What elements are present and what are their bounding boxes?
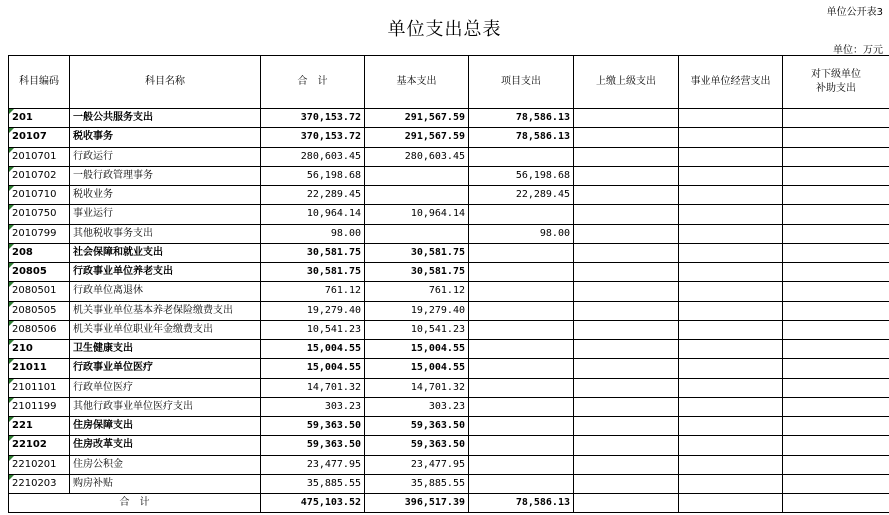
row-total: 30,581.75 [261, 263, 365, 282]
row-upper [574, 397, 679, 416]
row-total: 10,541.23 [261, 320, 365, 339]
row-code: 22102 [9, 436, 70, 455]
row-upper [574, 147, 679, 166]
row-project [469, 474, 574, 493]
row-code: 2210201 [9, 455, 70, 474]
row-project [469, 455, 574, 474]
row-code: 2010702 [9, 166, 70, 185]
row-upper [574, 301, 679, 320]
row-total: 761.12 [261, 282, 365, 301]
table-row [9, 147, 889, 166]
row-basic: 59,363.50 [365, 436, 469, 455]
header-business: 事业单位经营支出 [679, 56, 783, 109]
table-row [9, 282, 889, 301]
header-row [9, 56, 889, 109]
row-code: 2010701 [9, 147, 70, 166]
row-name: 其他行政事业单位医疗支出 [70, 397, 261, 416]
row-total: 98.00 [261, 224, 365, 243]
row-code: 2010750 [9, 205, 70, 224]
row-code: 2210203 [9, 474, 70, 493]
row-upper [574, 205, 679, 224]
row-upper [574, 474, 679, 493]
row-business [679, 224, 783, 243]
row-subsidy [783, 205, 889, 224]
row-basic: 291,567.59 [365, 128, 469, 147]
page-title: 单位支出总表 [387, 19, 502, 40]
table-row [9, 436, 889, 455]
row-upper [574, 109, 679, 128]
table-row [9, 166, 889, 185]
row-basic: 30,581.75 [365, 243, 469, 262]
row-project [469, 417, 574, 436]
row-subsidy [783, 224, 889, 243]
row-project [469, 205, 574, 224]
header-code: 科目编码 [9, 56, 70, 109]
row-subsidy [783, 340, 889, 359]
row-basic: 291,567.59 [365, 109, 469, 128]
table-row [9, 186, 889, 205]
row-business [679, 282, 783, 301]
row-basic: 14,701.32 [365, 378, 469, 397]
table-row [9, 455, 889, 474]
row-project [469, 378, 574, 397]
row-name: 住房公积金 [70, 455, 261, 474]
row-name: 社会保障和就业支出 [70, 243, 261, 262]
row-name: 事业运行 [70, 205, 261, 224]
row-name: 住房改革支出 [70, 436, 261, 455]
total-business [679, 494, 783, 513]
row-subsidy [783, 417, 889, 436]
row-total: 30,581.75 [261, 243, 365, 262]
row-total: 15,004.55 [261, 359, 365, 378]
row-upper [574, 166, 679, 185]
row-total: 56,198.68 [261, 166, 365, 185]
row-upper [574, 128, 679, 147]
row-name: 行政单位医疗 [70, 378, 261, 397]
row-name: 机关事业单位职业年金缴费支出 [70, 320, 261, 339]
row-basic: 59,363.50 [365, 417, 469, 436]
row-total: 10,964.14 [261, 205, 365, 224]
row-project [469, 397, 574, 416]
row-project [469, 282, 574, 301]
row-code: 210 [9, 340, 70, 359]
row-name: 其他税收事务支出 [70, 224, 261, 243]
row-project: 22,289.45 [469, 186, 574, 205]
row-name: 行政事业单位医疗 [70, 359, 261, 378]
row-project [469, 320, 574, 339]
row-total: 370,153.72 [261, 109, 365, 128]
row-total: 370,153.72 [261, 128, 365, 147]
row-name: 一般行政管理事务 [70, 166, 261, 185]
row-subsidy [783, 282, 889, 301]
row-project: 78,586.13 [469, 109, 574, 128]
table-body [9, 109, 889, 513]
row-business [679, 109, 783, 128]
row-name: 住房保障支出 [70, 417, 261, 436]
row-upper [574, 224, 679, 243]
row-subsidy [783, 109, 889, 128]
row-name: 一般公共服务支出 [70, 109, 261, 128]
row-subsidy [783, 147, 889, 166]
row-upper [574, 320, 679, 339]
row-subsidy [783, 128, 889, 147]
row-business [679, 186, 783, 205]
row-project [469, 147, 574, 166]
row-business [679, 340, 783, 359]
row-business [679, 359, 783, 378]
row-code: 2080501 [9, 282, 70, 301]
row-business [679, 205, 783, 224]
row-total: 303.23 [261, 397, 365, 416]
row-total: 35,885.55 [261, 474, 365, 493]
row-code: 2101199 [9, 397, 70, 416]
row-business [679, 128, 783, 147]
row-code: 221 [9, 417, 70, 436]
total-row [9, 494, 889, 513]
table-row [9, 320, 889, 339]
row-basic [365, 224, 469, 243]
total-label: 合 计 [9, 494, 261, 513]
row-business [679, 378, 783, 397]
row-code: 20107 [9, 128, 70, 147]
row-name: 行政运行 [70, 147, 261, 166]
row-business [679, 147, 783, 166]
row-basic [365, 166, 469, 185]
table-row [9, 243, 889, 262]
row-basic: 15,004.55 [365, 340, 469, 359]
row-project [469, 436, 574, 455]
table-number-label: 单位公开表3 [826, 7, 883, 18]
row-basic: 761.12 [365, 282, 469, 301]
row-business [679, 455, 783, 474]
row-total: 15,004.55 [261, 340, 365, 359]
total-sum: 475,103.52 [261, 494, 365, 513]
row-subsidy [783, 186, 889, 205]
table-row [9, 378, 889, 397]
row-name: 税收业务 [70, 186, 261, 205]
row-business [679, 417, 783, 436]
row-business [679, 166, 783, 185]
row-basic [365, 186, 469, 205]
total-subsidy [783, 494, 889, 513]
row-code: 20805 [9, 263, 70, 282]
row-upper [574, 263, 679, 282]
row-subsidy [783, 263, 889, 282]
row-name: 行政事业单位养老支出 [70, 263, 261, 282]
row-subsidy [783, 243, 889, 262]
table-row [9, 109, 889, 128]
row-subsidy [783, 397, 889, 416]
table-row [9, 205, 889, 224]
row-subsidy [783, 301, 889, 320]
row-total: 23,477.95 [261, 455, 365, 474]
row-code: 21011 [9, 359, 70, 378]
row-business [679, 320, 783, 339]
row-code: 2080506 [9, 320, 70, 339]
row-total: 59,363.50 [261, 436, 365, 455]
row-name: 卫生健康支出 [70, 340, 261, 359]
row-subsidy [783, 436, 889, 455]
row-upper [574, 186, 679, 205]
row-total: 14,701.32 [261, 378, 365, 397]
row-business [679, 301, 783, 320]
row-business [679, 397, 783, 416]
header-upper: 上缴上级支出 [574, 56, 679, 109]
row-project [469, 301, 574, 320]
row-code: 2080505 [9, 301, 70, 320]
header-subsidy: 对下级单位 补助支出 [783, 56, 889, 109]
row-upper [574, 243, 679, 262]
row-name: 购房补贴 [70, 474, 261, 493]
row-subsidy [783, 474, 889, 493]
row-project [469, 359, 574, 378]
row-basic: 280,603.45 [365, 147, 469, 166]
row-upper [574, 340, 679, 359]
table-row [9, 417, 889, 436]
table-row [9, 359, 889, 378]
row-subsidy [783, 378, 889, 397]
row-business [679, 474, 783, 493]
header-basic: 基本支出 [365, 56, 469, 109]
unit-label: 单位：万元 [833, 45, 883, 56]
row-total: 22,289.45 [261, 186, 365, 205]
row-basic: 35,885.55 [365, 474, 469, 493]
row-name: 机关事业单位基本养老保险缴费支出 [70, 301, 261, 320]
row-code: 201 [9, 109, 70, 128]
table-row [9, 128, 889, 147]
expenditure-table [8, 55, 889, 513]
row-code: 2010799 [9, 224, 70, 243]
row-basic: 10,964.14 [365, 205, 469, 224]
table-row [9, 340, 889, 359]
row-basic: 23,477.95 [365, 455, 469, 474]
table-row [9, 474, 889, 493]
header-total: 合 计 [261, 56, 365, 109]
row-subsidy [783, 166, 889, 185]
table-row [9, 224, 889, 243]
table-row [9, 263, 889, 282]
row-code: 2010710 [9, 186, 70, 205]
row-subsidy [783, 320, 889, 339]
row-project [469, 340, 574, 359]
row-basic: 303.23 [365, 397, 469, 416]
row-project [469, 263, 574, 282]
row-upper [574, 436, 679, 455]
row-upper [574, 417, 679, 436]
row-code: 208 [9, 243, 70, 262]
row-upper [574, 282, 679, 301]
row-code: 2101101 [9, 378, 70, 397]
total-project: 78,586.13 [469, 494, 574, 513]
row-project: 78,586.13 [469, 128, 574, 147]
row-business [679, 243, 783, 262]
row-total: 19,279.40 [261, 301, 365, 320]
row-project: 56,198.68 [469, 166, 574, 185]
row-business [679, 263, 783, 282]
row-subsidy [783, 455, 889, 474]
total-basic: 396,517.39 [365, 494, 469, 513]
row-business [679, 436, 783, 455]
row-total: 59,363.50 [261, 417, 365, 436]
total-upper [574, 494, 679, 513]
row-upper [574, 378, 679, 397]
row-subsidy [783, 359, 889, 378]
row-basic: 30,581.75 [365, 263, 469, 282]
header-project: 项目支出 [469, 56, 574, 109]
row-basic: 15,004.55 [365, 359, 469, 378]
row-basic: 10,541.23 [365, 320, 469, 339]
row-project: 98.00 [469, 224, 574, 243]
row-total: 280,603.45 [261, 147, 365, 166]
table-row [9, 301, 889, 320]
row-upper [574, 455, 679, 474]
row-name: 行政单位离退休 [70, 282, 261, 301]
header-name: 科目名称 [70, 56, 261, 109]
table-row [9, 397, 889, 416]
row-name: 税收事务 [70, 128, 261, 147]
row-upper [574, 359, 679, 378]
row-project [469, 243, 574, 262]
row-basic: 19,279.40 [365, 301, 469, 320]
